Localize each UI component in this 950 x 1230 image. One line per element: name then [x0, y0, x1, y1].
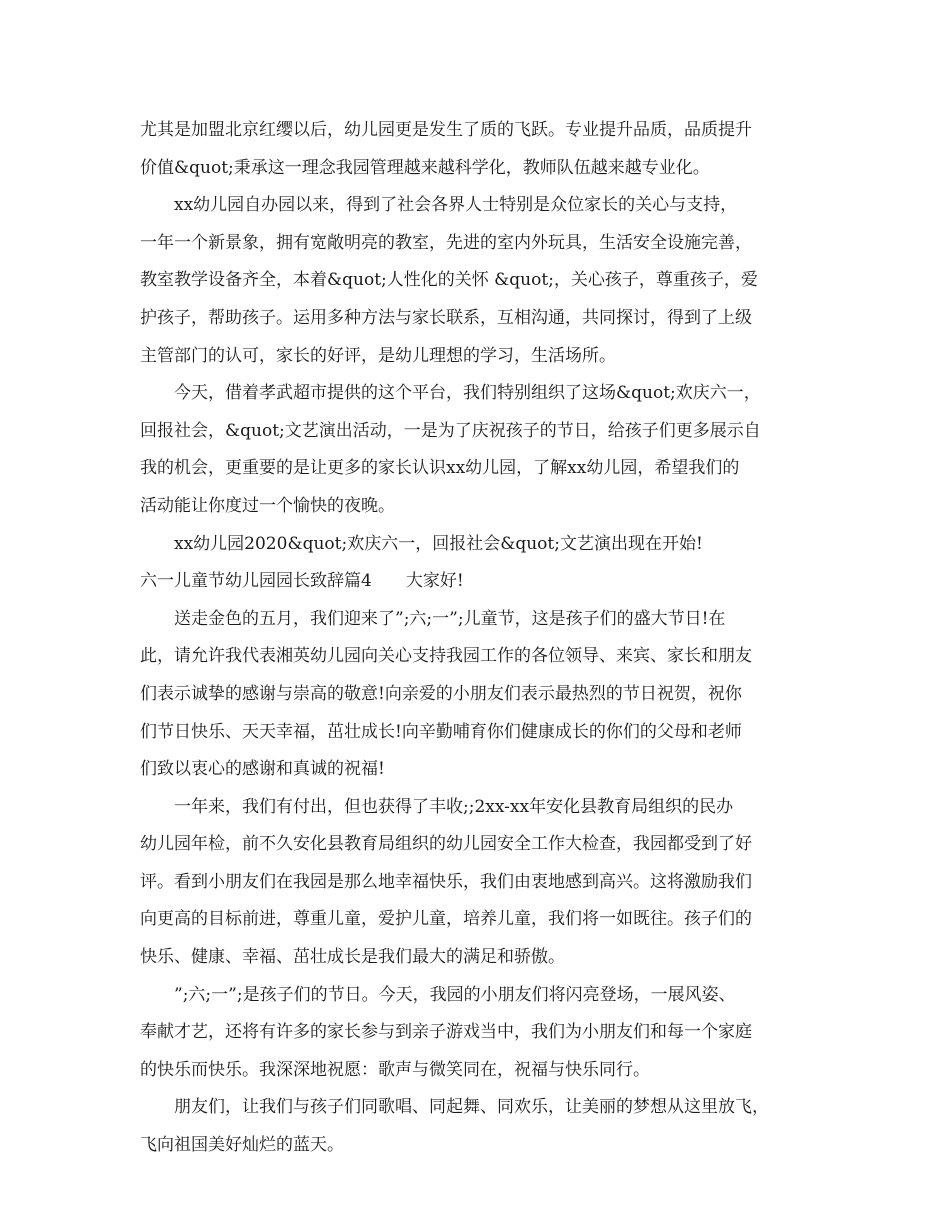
- paragraph-start: 一年来，我们有付出，但也获得了丰收;;2xx-xx年安化县教育局组织的民办: [174, 796, 734, 817]
- paragraph-start: 送走金色的五月，我们迎来了”;六;一”;儿童节，这是孩子们的盛大节日!在: [174, 608, 726, 629]
- text-line: 教室教学设备齐全，本着&quot;人性化的关怀 &quot;，关心孩子，尊重孩子，爱: [140, 270, 758, 291]
- text-line: 们表示诚挚的感谢与崇高的敬意!向亲爱的小朋友们表示最热烈的节日祝贺，祝你: [140, 683, 742, 704]
- document-body: [140, 112, 820, 1165]
- paragraph-start: xx幼儿园2020&quot;欢庆六一，回报社会&quot;文艺演出现在开始!: [174, 533, 703, 554]
- text-line: 快乐、健康、幸福、茁壮成长是我们最大的满足和骄傲。: [140, 947, 565, 968]
- greeting: 大家好!: [405, 571, 464, 592]
- text-line: 们节日快乐、天天幸福，茁壮成长!向辛勤哺育你们健康成长的你们的父母和老师: [140, 721, 742, 742]
- section-heading: 六一儿童节幼儿园园长致辞篇4: [140, 571, 372, 592]
- text-line: 护孩子，帮助孩子。运用多种方法与家长联系，互相沟通，共同探讨，得到了上级: [140, 307, 752, 328]
- text-line: 评。看到小朋友们在我园是那么地幸福快乐，我们由衷地感到高兴。这将激励我们: [140, 871, 752, 892]
- paragraph-start: 今天，借着孝武超市提供的这个平台，我们特别组织了这场&quot;欢庆六一，: [174, 383, 761, 404]
- text-line: 们致以衷心的感谢和真诚的祝福!: [140, 759, 385, 780]
- text-line: 此，请允许我代表湘英幼儿园向关心支持我园工作的各位领导、来宾、家长和朋友: [140, 646, 752, 667]
- text-line: 尤其是加盟北京红缨以后，幼儿园更是发生了质的飞跃。专业提升品质，品质提升: [140, 120, 752, 140]
- text-line: 主管部门的认可，家长的好评，是幼儿理想的学习，生活场所。: [140, 345, 616, 366]
- text-line: 我的机会，更重要的是让更多的家长认识xx幼儿园，了解xx幼儿园，希望我们的: [140, 458, 740, 479]
- section-heading-line: [140, 563, 820, 601]
- text-line: 奉献才艺，还将有许多的家长参与到亲子游戏当中，我们为小朋友们和每一个家庭: [140, 1022, 752, 1043]
- text-line: 一年一个新景象，拥有宽敞明亮的教室，先进的室内外玩具，生活安全设施完善，: [140, 232, 752, 253]
- text-line: 幼儿园年检，前不久安化县教育局组织的幼儿园安全工作大检查，我园都受到了好: [140, 834, 752, 855]
- text-line: 向更高的目标前进，尊重儿童，爱护儿童，培养儿童，我们将一如既往。孩子们的: [140, 909, 752, 930]
- paragraph-start: 朋友们，让我们与孩子们同歌唱、同起舞、同欢乐，让美丽的梦想从这里放飞，: [174, 1097, 769, 1118]
- text-line: 价值&quot;秉承这一理念我园管理越来越科学化，教师队伍越来越专业化。: [140, 157, 710, 178]
- paragraph-start: ”;六;一”;是孩子们的节日。今天，我园的小朋友们将闪亮登场，一展风姿、: [174, 984, 736, 1005]
- text-line: 活动能让你度过一个愉快的夜晚。: [140, 495, 395, 516]
- text-line: 回报社会，&quot;文艺演出活动，一是为了庆祝孩子的节日，给孩子们更多展示自: [140, 420, 761, 441]
- paragraph-start: xx幼儿园自办园以来，得到了社会各界人士特别是众位家长的关心与支持，: [174, 195, 738, 216]
- text-line: 飞向祖国美好灿烂的蓝天。: [140, 1135, 344, 1156]
- text-line: 的快乐而快乐。我深深地祝愿：歌声与微笑同在，祝福与快乐同行。: [140, 1059, 650, 1080]
